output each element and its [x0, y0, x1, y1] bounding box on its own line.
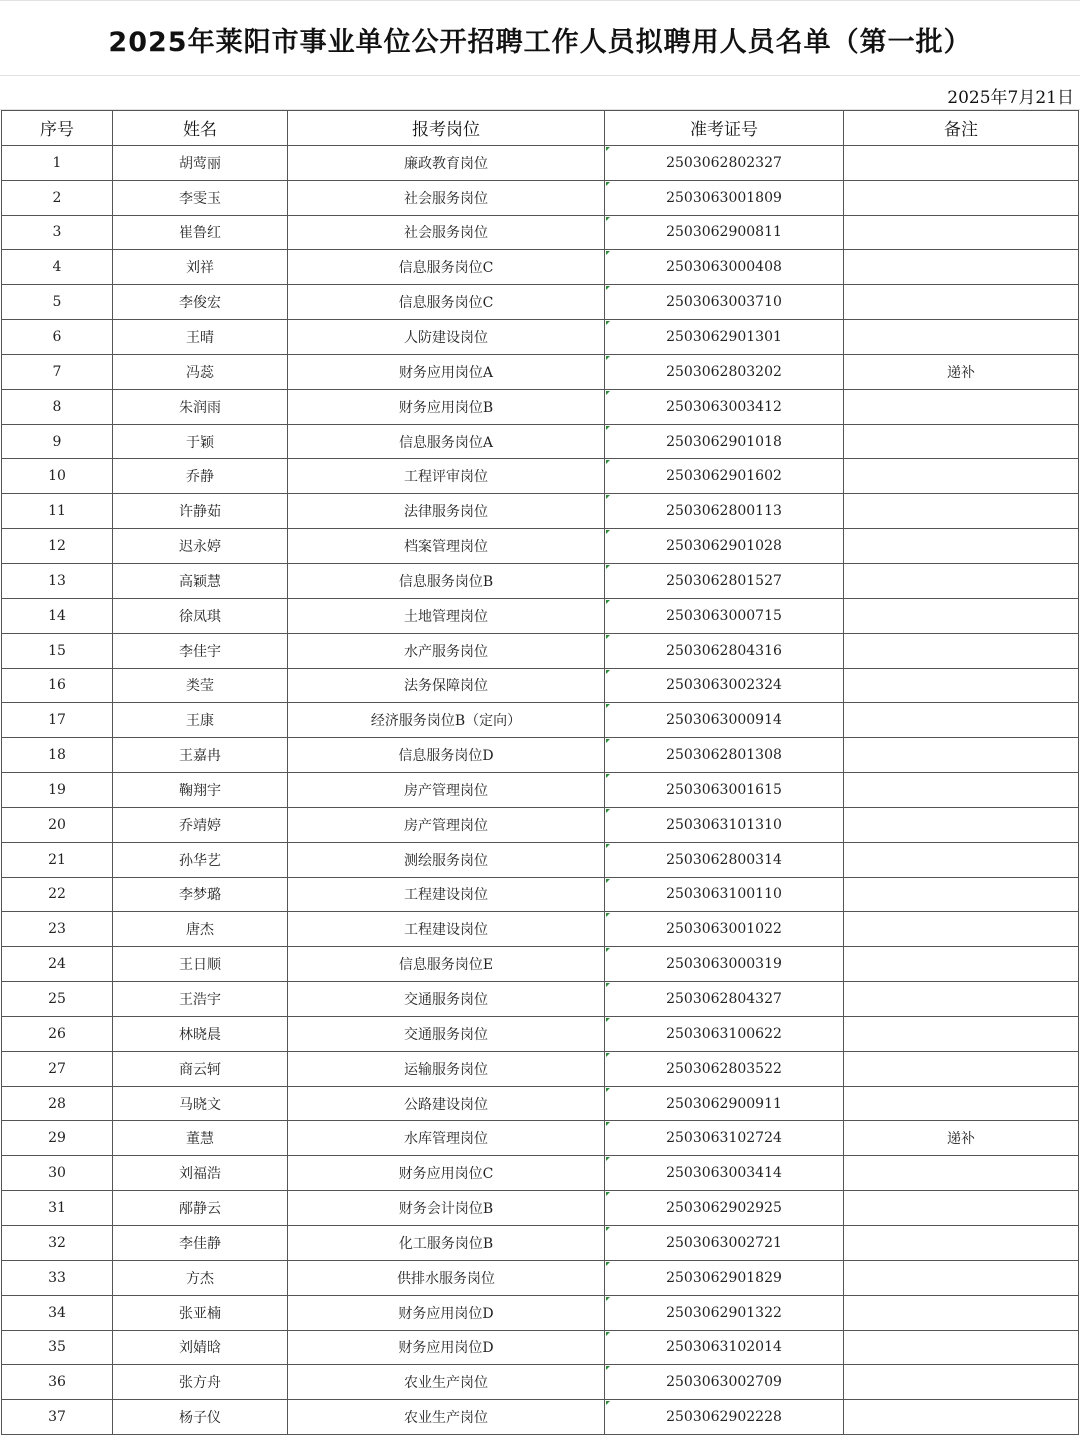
cell-exam-id: 2503062801308: [605, 738, 844, 773]
cell-index: 30: [2, 1156, 113, 1191]
cell-exam-id: 2503062802327: [605, 145, 844, 180]
cell-exam-id: 2503062902228: [605, 1400, 844, 1435]
cell-index: 36: [2, 1365, 113, 1400]
cell-name: 唐杰: [113, 912, 288, 947]
cell-remark: [844, 180, 1079, 215]
cell-position: 工程评审岗位: [288, 459, 605, 494]
cell-index: 31: [2, 1191, 113, 1226]
cell-exam-id: 2503063003710: [605, 285, 844, 320]
cell-name: 李俊宏: [113, 285, 288, 320]
cell-index: 27: [2, 1051, 113, 1086]
cell-index: 19: [2, 773, 113, 808]
cell-remark: [844, 563, 1079, 598]
cell-position: 化工服务岗位B: [288, 1226, 605, 1261]
cell-index: 20: [2, 807, 113, 842]
cell-remark: [844, 1400, 1079, 1435]
cell-position: 水库管理岗位: [288, 1121, 605, 1156]
cell-position: 交通服务岗位: [288, 982, 605, 1017]
cell-index: 34: [2, 1295, 113, 1330]
cell-name: 许静茹: [113, 494, 288, 529]
cell-position: 财务会计岗位B: [288, 1191, 605, 1226]
cell-index: 1: [2, 145, 113, 180]
cell-position: 水产服务岗位: [288, 633, 605, 668]
cell-remark: [844, 738, 1079, 773]
cell-name: 张亚楠: [113, 1295, 288, 1330]
cell-remark: [844, 285, 1079, 320]
table-row: [2, 1191, 1079, 1226]
cell-index: 17: [2, 703, 113, 738]
table-row: [2, 842, 1079, 877]
cell-name: 邴静云: [113, 1191, 288, 1226]
cell-index: 11: [2, 494, 113, 529]
cell-exam-id: 2503062901602: [605, 459, 844, 494]
cell-index: 24: [2, 947, 113, 982]
cell-position: 档案管理岗位: [288, 529, 605, 564]
cell-name: 孙华艺: [113, 842, 288, 877]
cell-position: 测绘服务岗位: [288, 842, 605, 877]
cell-exam-id: 2503062901322: [605, 1295, 844, 1330]
cell-remark: [844, 215, 1079, 250]
cell-name: 高颖慧: [113, 563, 288, 598]
cell-remark: [844, 320, 1079, 355]
cell-exam-id: 2503063100110: [605, 877, 844, 912]
cell-remark: 递补: [844, 1121, 1079, 1156]
cell-name: 李梦璐: [113, 877, 288, 912]
table-row: [2, 459, 1079, 494]
table-row: [2, 1295, 1079, 1330]
cell-remark: [844, 250, 1079, 285]
table-row: [2, 529, 1079, 564]
cell-position: 供排水服务岗位: [288, 1260, 605, 1295]
cell-name: 乔静: [113, 459, 288, 494]
cell-index: 10: [2, 459, 113, 494]
table-row: [2, 215, 1079, 250]
cell-index: 15: [2, 633, 113, 668]
cell-position: 财务应用岗位A: [288, 354, 605, 389]
cell-name: 于颖: [113, 424, 288, 459]
table-row: [2, 1226, 1079, 1261]
cell-index: 8: [2, 389, 113, 424]
cell-exam-id: 2503063000914: [605, 703, 844, 738]
cell-exam-id: 2503062803522: [605, 1051, 844, 1086]
table-row: [2, 947, 1079, 982]
cell-remark: [844, 1016, 1079, 1051]
cell-name: 王康: [113, 703, 288, 738]
title-band: [0, 0, 1080, 76]
cell-name: 李佳静: [113, 1226, 288, 1261]
cell-exam-id: 2503062901028: [605, 529, 844, 564]
cell-position: 土地管理岗位: [288, 598, 605, 633]
cell-name: 迟永婷: [113, 529, 288, 564]
hiring-list-table: [1, 110, 1079, 1435]
cell-remark: [844, 494, 1079, 529]
table-body: [2, 145, 1079, 1434]
cell-name: 杨子仪: [113, 1400, 288, 1435]
cell-name: 王嘉冉: [113, 738, 288, 773]
cell-name: 李雯玉: [113, 180, 288, 215]
cell-exam-id: 2503062800113: [605, 494, 844, 529]
cell-exam-id: 2503062803202: [605, 354, 844, 389]
column-header-position: 报考岗位: [288, 111, 605, 146]
cell-exam-id: 2503063002709: [605, 1365, 844, 1400]
table-row: [2, 1156, 1079, 1191]
cell-index: 2: [2, 180, 113, 215]
cell-index: 35: [2, 1330, 113, 1365]
table-row: [2, 320, 1079, 355]
cell-index: 4: [2, 250, 113, 285]
cell-index: 12: [2, 529, 113, 564]
table-row: [2, 354, 1079, 389]
cell-exam-id: 2503063100622: [605, 1016, 844, 1051]
cell-position: 法务保障岗位: [288, 668, 605, 703]
document-title: 2025年莱阳市事业单位公开招聘工作人员拟聘用人员名单（第一批）: [108, 26, 972, 58]
cell-position: 社会服务岗位: [288, 180, 605, 215]
cell-name: 王浩宇: [113, 982, 288, 1017]
cell-index: 28: [2, 1086, 113, 1121]
cell-name: 王晴: [113, 320, 288, 355]
cell-position: 财务应用岗位D: [288, 1330, 605, 1365]
cell-remark: [844, 807, 1079, 842]
cell-remark: [844, 1086, 1079, 1121]
table-row: [2, 912, 1079, 947]
cell-name: 刘祥: [113, 250, 288, 285]
cell-position: 农业生产岗位: [288, 1400, 605, 1435]
cell-exam-id: 2503062901301: [605, 320, 844, 355]
cell-index: 18: [2, 738, 113, 773]
document-date: 2025年7月21日: [947, 88, 1074, 108]
cell-exam-id: 2503062900911: [605, 1086, 844, 1121]
cell-exam-id: 2503063000408: [605, 250, 844, 285]
cell-name: 胡莺丽: [113, 145, 288, 180]
table-row: [2, 877, 1079, 912]
cell-position: 信息服务岗位C: [288, 285, 605, 320]
cell-position: 信息服务岗位E: [288, 947, 605, 982]
cell-position: 房产管理岗位: [288, 773, 605, 808]
cell-name: 朱润雨: [113, 389, 288, 424]
cell-remark: [844, 633, 1079, 668]
cell-position: 财务应用岗位D: [288, 1295, 605, 1330]
cell-remark: [844, 1260, 1079, 1295]
table-row: [2, 424, 1079, 459]
cell-exam-id: 2503062804316: [605, 633, 844, 668]
cell-name: 王日顺: [113, 947, 288, 982]
table-row: [2, 389, 1079, 424]
table-row: [2, 703, 1079, 738]
cell-index: 7: [2, 354, 113, 389]
cell-position: 经济服务岗位B（定向）: [288, 703, 605, 738]
table-row: [2, 1051, 1079, 1086]
cell-position: 工程建设岗位: [288, 877, 605, 912]
cell-exam-id: 2503063001022: [605, 912, 844, 947]
table-row: [2, 1121, 1079, 1156]
cell-exam-id: 2503063002324: [605, 668, 844, 703]
cell-remark: [844, 1295, 1079, 1330]
cell-exam-id: 2503063003412: [605, 389, 844, 424]
cell-index: 23: [2, 912, 113, 947]
cell-index: 14: [2, 598, 113, 633]
cell-position: 信息服务岗位D: [288, 738, 605, 773]
cell-position: 农业生产岗位: [288, 1365, 605, 1400]
date-band: [0, 76, 1080, 110]
cell-remark: [844, 773, 1079, 808]
cell-remark: [844, 1330, 1079, 1365]
cell-remark: [844, 982, 1079, 1017]
cell-position: 法律服务岗位: [288, 494, 605, 529]
table-row: [2, 1086, 1079, 1121]
cell-name: 乔靖婷: [113, 807, 288, 842]
column-header-name: 姓名: [113, 111, 288, 146]
cell-exam-id: 2503063000319: [605, 947, 844, 982]
cell-position: 公路建设岗位: [288, 1086, 605, 1121]
column-header-remark: 备注: [844, 111, 1079, 146]
cell-index: 32: [2, 1226, 113, 1261]
cell-exam-id: 2503063002721: [605, 1226, 844, 1261]
table-row: [2, 1400, 1079, 1435]
cell-exam-id: 2503063003414: [605, 1156, 844, 1191]
cell-exam-id: 2503063001615: [605, 773, 844, 808]
cell-position: 运输服务岗位: [288, 1051, 605, 1086]
cell-name: 商云轲: [113, 1051, 288, 1086]
cell-exam-id: 2503063102724: [605, 1121, 844, 1156]
cell-remark: [844, 1226, 1079, 1261]
cell-exam-id: 2503063001809: [605, 180, 844, 215]
cell-exam-id: 2503062900811: [605, 215, 844, 250]
cell-index: 22: [2, 877, 113, 912]
cell-position: 信息服务岗位C: [288, 250, 605, 285]
cell-name: 类莹: [113, 668, 288, 703]
cell-remark: [844, 424, 1079, 459]
cell-index: 33: [2, 1260, 113, 1295]
cell-remark: [844, 947, 1079, 982]
cell-index: 29: [2, 1121, 113, 1156]
cell-name: 方杰: [113, 1260, 288, 1295]
table-row: [2, 738, 1079, 773]
cell-exam-id: 2503063101310: [605, 807, 844, 842]
cell-remark: [844, 1156, 1079, 1191]
cell-name: 崔鲁红: [113, 215, 288, 250]
cell-name: 刘福浩: [113, 1156, 288, 1191]
cell-remark: [844, 1365, 1079, 1400]
cell-position: 人防建设岗位: [288, 320, 605, 355]
cell-index: 9: [2, 424, 113, 459]
table-row: [2, 250, 1079, 285]
table-row: [2, 633, 1079, 668]
table-row: [2, 1330, 1079, 1365]
cell-remark: [844, 598, 1079, 633]
cell-name: 冯蕊: [113, 354, 288, 389]
cell-exam-id: 2503062801527: [605, 563, 844, 598]
cell-exam-id: 2503062901829: [605, 1260, 844, 1295]
cell-name: 张方舟: [113, 1365, 288, 1400]
cell-remark: [844, 389, 1079, 424]
cell-index: 5: [2, 285, 113, 320]
cell-exam-id: 2503063102014: [605, 1330, 844, 1365]
cell-position: 财务应用岗位B: [288, 389, 605, 424]
cell-remark: [844, 459, 1079, 494]
cell-remark: [844, 877, 1079, 912]
cell-index: 13: [2, 563, 113, 598]
cell-exam-id: 2503062901018: [605, 424, 844, 459]
table-row: [2, 145, 1079, 180]
table-row: [2, 285, 1079, 320]
table-row: [2, 1016, 1079, 1051]
table-row: [2, 598, 1079, 633]
table-row: [2, 180, 1079, 215]
cell-index: 21: [2, 842, 113, 877]
cell-name: 马晓文: [113, 1086, 288, 1121]
cell-position: 工程建设岗位: [288, 912, 605, 947]
cell-position: 房产管理岗位: [288, 807, 605, 842]
cell-exam-id: 2503062800314: [605, 842, 844, 877]
cell-index: 37: [2, 1400, 113, 1435]
table-header-row: [2, 111, 1079, 146]
cell-exam-id: 2503062902925: [605, 1191, 844, 1226]
cell-index: 6: [2, 320, 113, 355]
cell-remark: [844, 1191, 1079, 1226]
cell-name: 林晓晨: [113, 1016, 288, 1051]
cell-exam-id: 2503063000715: [605, 598, 844, 633]
cell-remark: [844, 912, 1079, 947]
table-row: [2, 982, 1079, 1017]
cell-exam-id: 2503062804327: [605, 982, 844, 1017]
cell-position: 信息服务岗位B: [288, 563, 605, 598]
cell-position: 交通服务岗位: [288, 1016, 605, 1051]
cell-index: 26: [2, 1016, 113, 1051]
cell-position: 廉政教育岗位: [288, 145, 605, 180]
cell-remark: [844, 145, 1079, 180]
cell-name: 刘婧晗: [113, 1330, 288, 1365]
cell-remark: [844, 529, 1079, 564]
table-row: [2, 807, 1079, 842]
cell-name: 董慧: [113, 1121, 288, 1156]
column-header-index: 序号: [2, 111, 113, 146]
cell-remark: [844, 842, 1079, 877]
table-row: [2, 563, 1079, 598]
cell-remark: [844, 1051, 1079, 1086]
cell-remark: 递补: [844, 354, 1079, 389]
cell-remark: [844, 668, 1079, 703]
cell-index: 25: [2, 982, 113, 1017]
cell-position: 社会服务岗位: [288, 215, 605, 250]
cell-index: 16: [2, 668, 113, 703]
table-row: [2, 1260, 1079, 1295]
cell-name: 鞠翔宇: [113, 773, 288, 808]
cell-name: 李佳宇: [113, 633, 288, 668]
cell-position: 财务应用岗位C: [288, 1156, 605, 1191]
table-row: [2, 773, 1079, 808]
table-row: [2, 668, 1079, 703]
column-header-exam-id: 准考证号: [605, 111, 844, 146]
table-row: [2, 1365, 1079, 1400]
cell-position: 信息服务岗位A: [288, 424, 605, 459]
cell-name: 徐凤琪: [113, 598, 288, 633]
table-row: [2, 494, 1079, 529]
cell-remark: [844, 703, 1079, 738]
cell-index: 3: [2, 215, 113, 250]
